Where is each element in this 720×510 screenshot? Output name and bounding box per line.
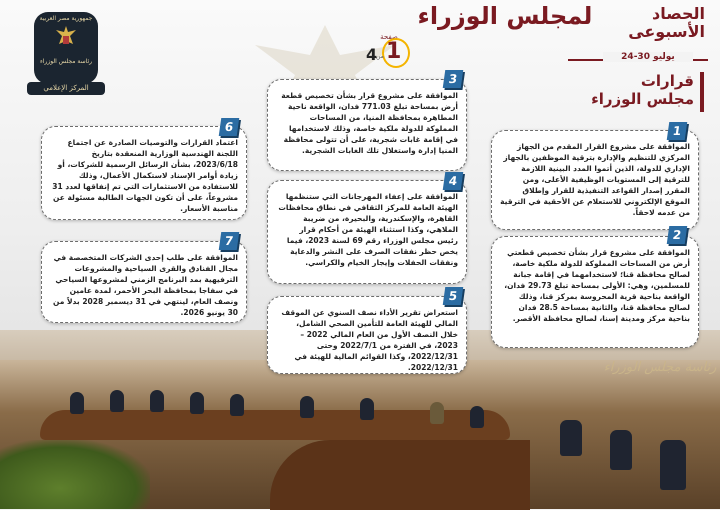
decision-card-2 — [491, 236, 699, 348]
decision-card-7 — [41, 241, 247, 323]
decision-number-badge: 7 — [219, 232, 240, 250]
decision-card-6 — [41, 126, 247, 220]
plant-decoration — [0, 440, 150, 509]
person-figure — [110, 390, 124, 412]
cabinet-logo — [34, 12, 98, 84]
person-figure — [190, 392, 204, 414]
header-harvest: الحصاد — [651, 4, 705, 23]
person-figure — [70, 392, 84, 414]
decision-text: الموافقة على إعفاء المهرجانات التي ستنظمها الهيئة العامة للمركز الثقافي في نطاق محافظات القاهرة، والإسكندرية، والبحيرة، من ضريبة الملاهي، وكذا استثناء الهيئة من أحكام قرار رئيس مجلس الوزراء رقم 69 لسنة 2023، فيما يخص حظر نفقات الصرف على النشر والدعاية ونفقات الحفلات وإيجار الخيام والكراسي. — [278, 192, 458, 267]
person-figure — [300, 396, 314, 418]
page-of: من — [376, 53, 384, 60]
page-indicator — [360, 33, 422, 69]
eagle-icon — [54, 24, 78, 52]
decision-text: الموافقة على مشروع قرار بشأن تخصيص قطعتي أرض من المساحات المملوكة للدولة ملكية خاصة، لصالح محافظة قنا؛ لاستخدامهما في إقامة جبانة للمسلمين، وهي: الأولى بمساحة تبلغ 29.73 فدان، الواقعة بناحية قرية المحروسة بمركز قنا، وذلك لصالح محافظة قنا، والثانية بمساحة 28.5 فدان بناحية مركز ومدينة إسنا، لصالح محافظة الأقصر. — [504, 248, 690, 323]
decision-card-1 — [491, 130, 699, 230]
person-figure — [660, 440, 686, 490]
decision-number-badge: 6 — [219, 118, 240, 136]
page-title: لمجلس الوزراء — [417, 2, 593, 30]
decision-card-5 — [267, 296, 467, 374]
page-label: صفحة — [380, 33, 398, 41]
page-total: 4 — [366, 45, 378, 64]
decision-text: اعتماد القرارات والتوصيات الصادرة عن اجتماع اللجنة الهندسية الوزارية المنعقدة بتاريخ 2023/6/18، بشأن الرسائل الرسمية للشركات، أو زيادة أوامر الإسناد لاستكمال الأعمال، وذلك للاستفادة من الاستثمارات التي تم إنفاقها لعدد 31 مشروعاً، على أن تكون الجهات الطالبة مسئولة عن مناسبة الأسعار. — [52, 138, 238, 213]
decision-number-badge: 2 — [667, 226, 688, 244]
section-title — [588, 72, 704, 112]
media-center-label: المركز الإعلامي — [27, 82, 105, 95]
person-figure — [150, 390, 164, 412]
person-figure — [610, 430, 632, 470]
decision-text: الموافقة على مشروع قرار بشأن تخصيص قطعة أرض بمساحة تبلغ 771.03 فدان، الواقعة ناحية المطاهرة بمحافظة المنيا، من المساحات المملوكة للدولة ملكية خاصة، وذلك لاستخدامها في إقامة غابات شجرية، على أن تتولى محافظة المنيا إدارة واستغلال تلك الغابات الشجرية. — [281, 91, 458, 155]
logo-line1: جمهورية مصر العربية — [39, 15, 93, 22]
person-figure — [230, 394, 244, 416]
decision-text: الموافقة على مشروع القرار المقدم من الجهاز المركزي للتنظيم والإدارة بترقية الموظفين بالجهاز الإداري للدولة، الذين أتموا المدد البينية اللازمة للترقية إلى المستويات الوظيفية الأعلى، ومن المقرر إصدار القواعد التنفيذية للقرار وإطلاق الموقع الإلكتروني للاستعلام عن الأحقية في الترقية من عدمه لاحقاً. — [500, 142, 690, 217]
decision-text: استعراض تقرير الأداء نصف السنوي عن الموقف المالي للهيئة العامة للتأمين الصحي الشامل، خلال النصف الأول من العام المالي 2022 – 2023، في الفترة من 2022/7/1 وحتى 2022/12/31، وكذا القوائم المالية للهيئة في 2022/12/31. — [281, 308, 458, 372]
decision-number-badge: 4 — [443, 172, 464, 190]
person-figure — [470, 406, 484, 428]
date-bar — [568, 52, 708, 66]
decision-card-4 — [267, 180, 467, 284]
decision-text: الموافقة على طلب إحدى الشركات المتخصصة في مجال الفنادق والقرى السياحية والمشروعات الترفيهية بمد البرنامج الزمني لمشروعها السياحي في سفاجا بمحافظة البحر الأحمر، لمدة عامين ونصف العام، لينتهي في 31 ديسمبر 2028 بدلاً من 30 يونيو 2026. — [52, 253, 238, 317]
person-figure — [430, 402, 444, 424]
decision-number-badge: 5 — [443, 287, 464, 305]
decision-card-3 — [267, 79, 467, 171]
decision-number-badge: 3 — [443, 70, 464, 88]
page-current: 1 — [386, 39, 402, 64]
person-figure — [360, 398, 374, 420]
logo-line2: رئاسة مجلس الوزراء — [39, 58, 93, 65]
header-weekly: الأسبوعى — [628, 22, 705, 41]
section-title-line1: قرارات — [640, 72, 694, 90]
person-figure — [560, 420, 582, 456]
date-range: 24-30 يوليو — [603, 52, 693, 62]
section-title-line2: مجلس الوزراء — [591, 90, 694, 108]
meeting-table-front — [270, 440, 530, 510]
decision-number-badge: 1 — [667, 122, 688, 140]
background-sign: رئاسة مجلس الوزراء — [603, 360, 717, 375]
